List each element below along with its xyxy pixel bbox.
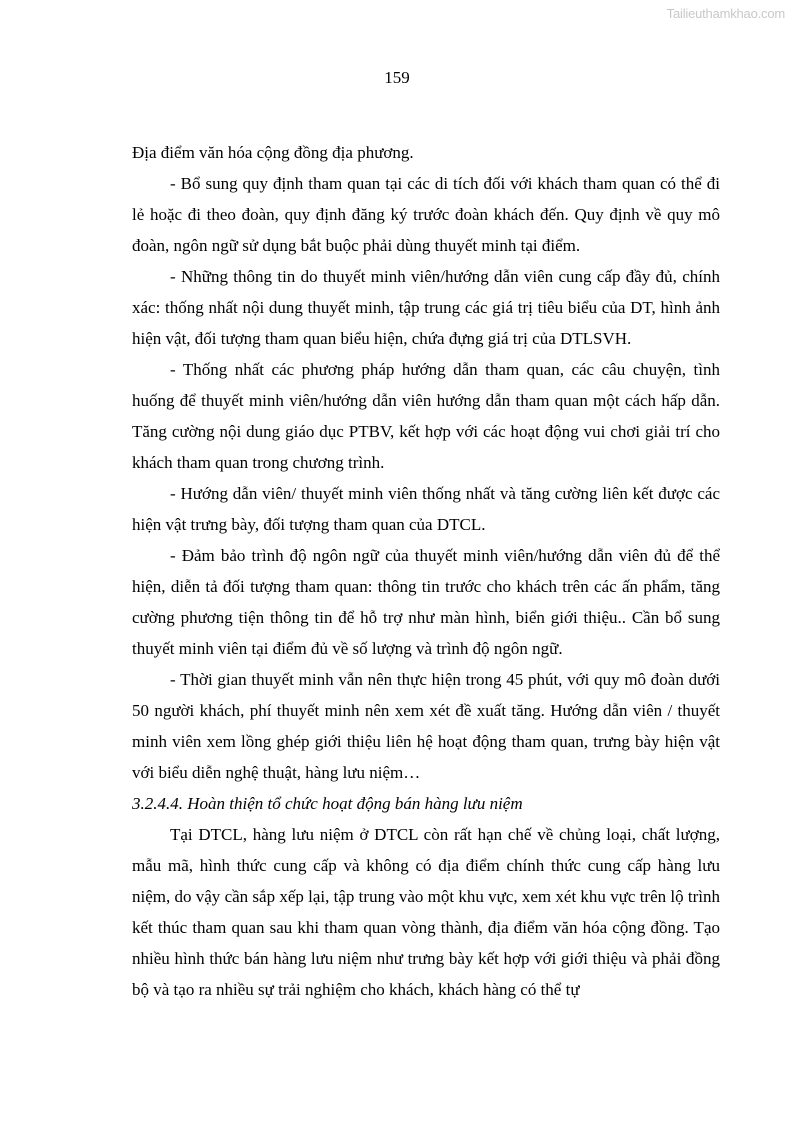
- paragraph-bullet: - Bổ sung quy định tham quan tại các di tích đối với khách tham quan có thể đi lẻ hoặc đi theo đoàn, quy định đăng ký trước đoàn khách đến. Quy định về quy mô đoàn, ngôn ngữ sử dụng bắt buộc phải dùng thuyết minh tại điểm.: [132, 174, 720, 255]
- page-number: 159: [384, 68, 410, 87]
- watermark: Tailieuthamkhao.com: [666, 6, 785, 21]
- paragraph-bullet: - Thống nhất các phương pháp hướng dẫn tham quan, các câu chuyện, tình huống để thuyết minh viên/hướng dẫn viên hướng dẫn tham quan một cách hấp dẫn. Tăng cường nội dung giáo dục PTBV, kết hợp với các hoạt động vui chơi giải trí cho khách tham quan trong chương trình.: [132, 360, 720, 472]
- paragraph-bullet: - Những thông tin do thuyết minh viên/hướng dẫn viên cung cấp đầy đủ, chính xác: thống nhất nội dung thuyết minh, tập trung các giá trị tiêu biểu của DT, hình ảnh hiện vật, đối tượng tham quan biểu hiện, chứa đựng giá trị của DTLSVH.: [132, 267, 720, 348]
- paragraph-bullet: - Đảm bảo trình độ ngôn ngữ của thuyết minh viên/hướng dẫn viên đủ để thể hiện, diễn tả đối tượng tham quan: thông tin trước cho khách trên các ấn phẩm, tăng cường phương tiện thông tin để hỗ trợ như màn hình, biển giới thiệu.. Cần bổ sung thuyết minh viên tại điểm đủ về số lượng và trình độ ngôn ngữ.: [132, 546, 720, 658]
- paragraph-bullet: - Hướng dẫn viên/ thuyết minh viên thống nhất và tăng cường liên kết được các hiện vật trưng bày, đối tượng tham quan của DTCL.: [132, 484, 720, 534]
- section-heading: 3.2.4.4. Hoàn thiện tổ chức hoạt động bán hàng lưu niệm: [132, 794, 523, 813]
- paragraph-body: Tại DTCL, hàng lưu niệm ở DTCL còn rất hạn chế về chủng loại, chất lượng, mẫu mã, hình thức cung cấp và không có địa điểm chính thức cung cấp hàng lưu niệm, do vậy cần sắp xếp lại, tập trung vào một khu vực, xem xét khu vực trên lộ trình kết thúc tham quan sau khi tham quan vòng thành, địa điểm văn hóa cộng đồng. Tạo nhiều hình thức bán hàng lưu niệm như trưng bày kết hợp với giới thiệu và phải đồng bộ và tạo ra nhiều sự trải nghiệm cho khách, khách hàng có thể tự: [132, 825, 720, 999]
- document-body: [132, 137, 720, 1005]
- paragraph-continuation: Địa điểm văn hóa cộng đồng địa phương.: [132, 143, 414, 162]
- paragraph-bullet: - Thời gian thuyết minh vẫn nên thực hiện trong 45 phút, với quy mô đoàn dưới 50 người khách, phí thuyết minh nên xem xét đề xuất tăng. Hướng dẫn viên / thuyết minh viên xem lồng ghép giới thiệu liên hệ hoạt động tham quan, trưng bày hiện vật với biểu diễn nghệ thuật, hàng lưu niệm…: [132, 670, 720, 782]
